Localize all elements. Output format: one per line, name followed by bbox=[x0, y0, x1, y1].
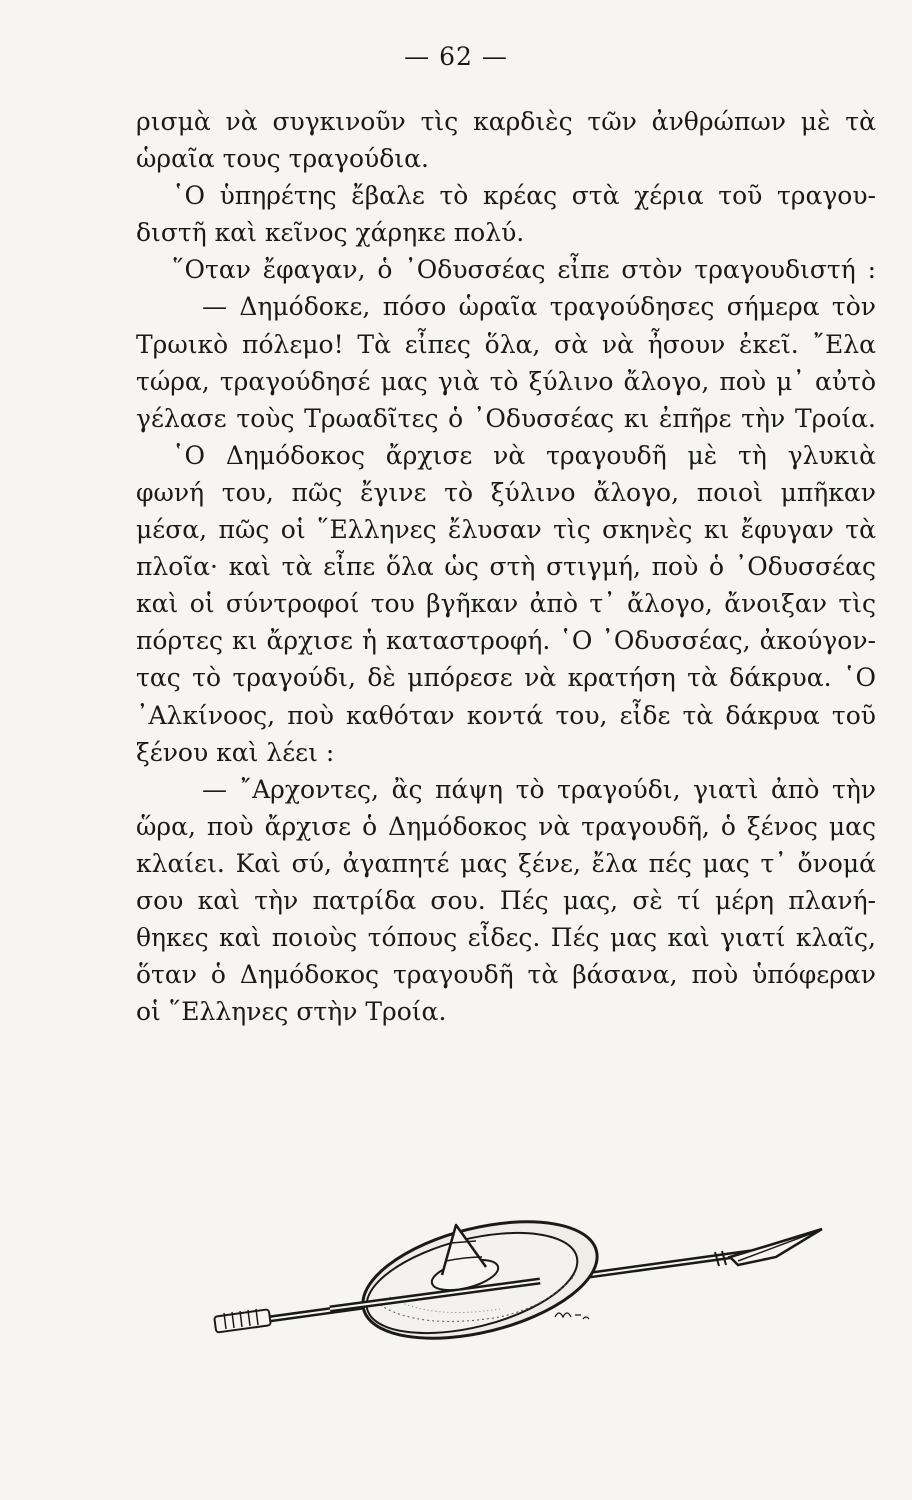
shield-and-spear-icon bbox=[210, 1205, 830, 1345]
page-number: — 62 — bbox=[404, 42, 508, 71]
text-line: ὥρα, ποὺ ἄρχισε ὁ Δημόδοκος νὰ τραγουδῆ, ὁ ξένος μας bbox=[136, 811, 876, 841]
text-line: κλαίει. Καὶ σύ, ἀγαπητέ μας ξένε, ἔλα πές μας τ᾿ ὄνομά bbox=[136, 848, 876, 878]
text-line: γέλασε τοὺς Τρωαδῖτες ὁ ᾿Οδυσσέας κι ἐπῆρε τὴν Τροία. bbox=[136, 403, 876, 433]
text-line: ῞Οταν ἔφαγαν, ὁ ᾿Οδυσσέας εἶπε στὸν τραγουδιστή : bbox=[172, 255, 876, 285]
text-body bbox=[136, 103, 876, 1030]
text-line: ρισμὰ νὰ συγκινοῦν τὶς καρδιὲς τῶν ἀνθρώπων μὲ τὰ bbox=[136, 107, 876, 136]
text-line: καὶ οἱ σύντροφοί του βγῆκαν ἀπὸ τ᾿ ἄλογο, ἄνοιξαν τὶς bbox=[136, 589, 876, 619]
text-line: τας τὸ τραγούδι, δὲ μπόρεσε νὰ κρατήση τὰ δάκρυα. ῾Ο bbox=[136, 663, 876, 693]
text-line: θηκες καὶ ποιοὺς τόπους εἶδες. Πές μας καὶ γιατί κλαῖς, bbox=[136, 923, 876, 953]
text-line: ῾Ο Δημόδοκος ἄρχισε νὰ τραγουδῆ μὲ τὴ γλυκιὰ bbox=[172, 440, 876, 470]
text-line: ὡραῖα τους τραγούδια. bbox=[136, 144, 429, 174]
text-line: — ῎Αρχοντες, ἂς πάψη τὸ τραγούδι, γιατὶ ἀπὸ τὴν bbox=[202, 774, 876, 804]
text-line: μέσα, πῶς οἱ ῞Ελληνες ἔλυσαν τὶς σκηνὲς κι ἔφυγαν τὰ bbox=[136, 515, 876, 545]
text-line: ὅταν ὁ Δημόδοκος τραγουδῆ τὰ βάσανα, ποὺ ὑπόφεραν bbox=[136, 960, 876, 990]
text-line: Τρωικὸ πόλεμο! Τὰ εἶπες ὅλα, σὰ νὰ ἦσουν ἐκεῖ. ῎Ελα bbox=[136, 329, 876, 359]
text-line: διστῆ καὶ κεῖνος χάρηκε πολύ. bbox=[136, 218, 525, 248]
text-line: σου καὶ τὴν πατρίδα σου. Πές μας, σὲ τί μέρη πλανή- bbox=[136, 885, 876, 915]
text-line: πόρτες κι ἄρχισε ἡ καταστροφή. ῾Ο ᾿Οδυσσέας, ἀκούγον- bbox=[136, 626, 876, 656]
text-line: πλοῖα· καὶ τὰ εἶπε ὅλα ὡς στὴ στιγμή, ποὺ ὁ ᾿Οδυσσέας bbox=[136, 552, 876, 582]
text-line: οἱ ῞Ελληνες στὴν Τροία. bbox=[136, 997, 447, 1027]
text-line: ῾Ο ὑπηρέτης ἔβαλε τὸ κρέας στὰ χέρια τοῦ τραγου- bbox=[172, 181, 876, 211]
text-line: ᾿Αλκίνοος, ποὺ καθόταν κοντά του, εἶδε τὰ δάκρυα τοῦ bbox=[136, 700, 876, 730]
text-line: φωνή του, πῶς ἔγινε τὸ ξύλινο ἄλογο, ποιοὶ μπῆκαν bbox=[136, 477, 876, 507]
text-line: τώρα, τραγούδησέ μας γιὰ τὸ ξύλινο ἄλογο, ποὺ μ᾿ αὐτὸ bbox=[136, 366, 876, 396]
text-line: ξένου καὶ λέει : bbox=[136, 737, 335, 767]
text-line: — Δημόδοκε, πόσο ὡραῖα τραγούδησες σήμερα τὸν bbox=[202, 292, 876, 322]
